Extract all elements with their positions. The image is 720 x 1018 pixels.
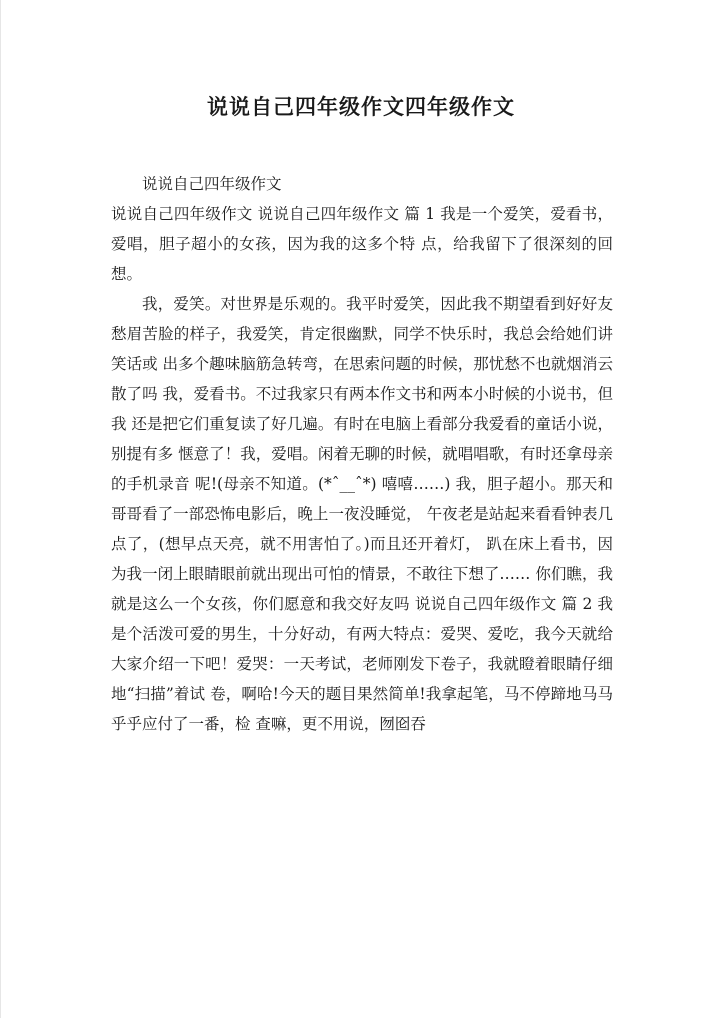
document-title: 说说自己四年级作文四年级作文 <box>207 94 515 119</box>
document-body <box>111 169 613 739</box>
paragraph-intro: 说说自己四年级作文 说说自己四年级作文 篇 1 我是一个爱笑，爱看书，爱唱，胆子超小的女孩，因为我的这多个特 点，给我留下了很深刻的回想。 <box>111 205 613 283</box>
paragraph-main: 我，爱笑。对世界是乐观的。我平时爱笑，因此我不期望看到好好友 愁眉苦脸的样子，我爱笑，肯定很幽默，同学不快乐时，我总会给她们讲笑话或 出多个趣味脑筋急转弯，在思索问题的时候，那忧愁不也就烟消云散了吗 我，爱看书。不过我家只有两本作文书和两本小时候的小说书，但我 还是把它们重复读了好几遍。有时在电脑上看部分我爱看的童话小说，别提有多 惬意了！我，爱唱。闲着无聊的时候，就唱唱歌，有时还拿母亲的手机录音 呢!(母亲不知道。(*ˆ__ˆ*) 嘻嘻……) 我，胆子超小。那天和哥哥看了一部恐怖电影后，晚上一夜没睡觉， 午夜老是站起来看看钟表几点了，(想早点天亮，就不用害怕了。)而且还开着灯， 趴在床上看书，因为我一闭上眼睛眼前就出现出可怕的情景，不敢往下想了…… 你们瞧，我就是这么一个女孩，你们愿意和我交好友吗 说说自己四年级作文 篇 2 我是个活泼可爱的男生，十分好动，有两大特点：爱哭、爱吃，我今天就给大家介绍一下吧！爱哭：一天考试，老师刚发下卷子，我就瞪着眼睛仔细地“扫描”着试 卷，啊哈!今天的题目果然简单!我拿起笔，马不停蹄地马马乎乎应付了一番，检 查嘛，更不用说，囫囵吞 <box>111 295 613 733</box>
paragraph-heading: 说说自己四年级作文 <box>142 175 282 193</box>
